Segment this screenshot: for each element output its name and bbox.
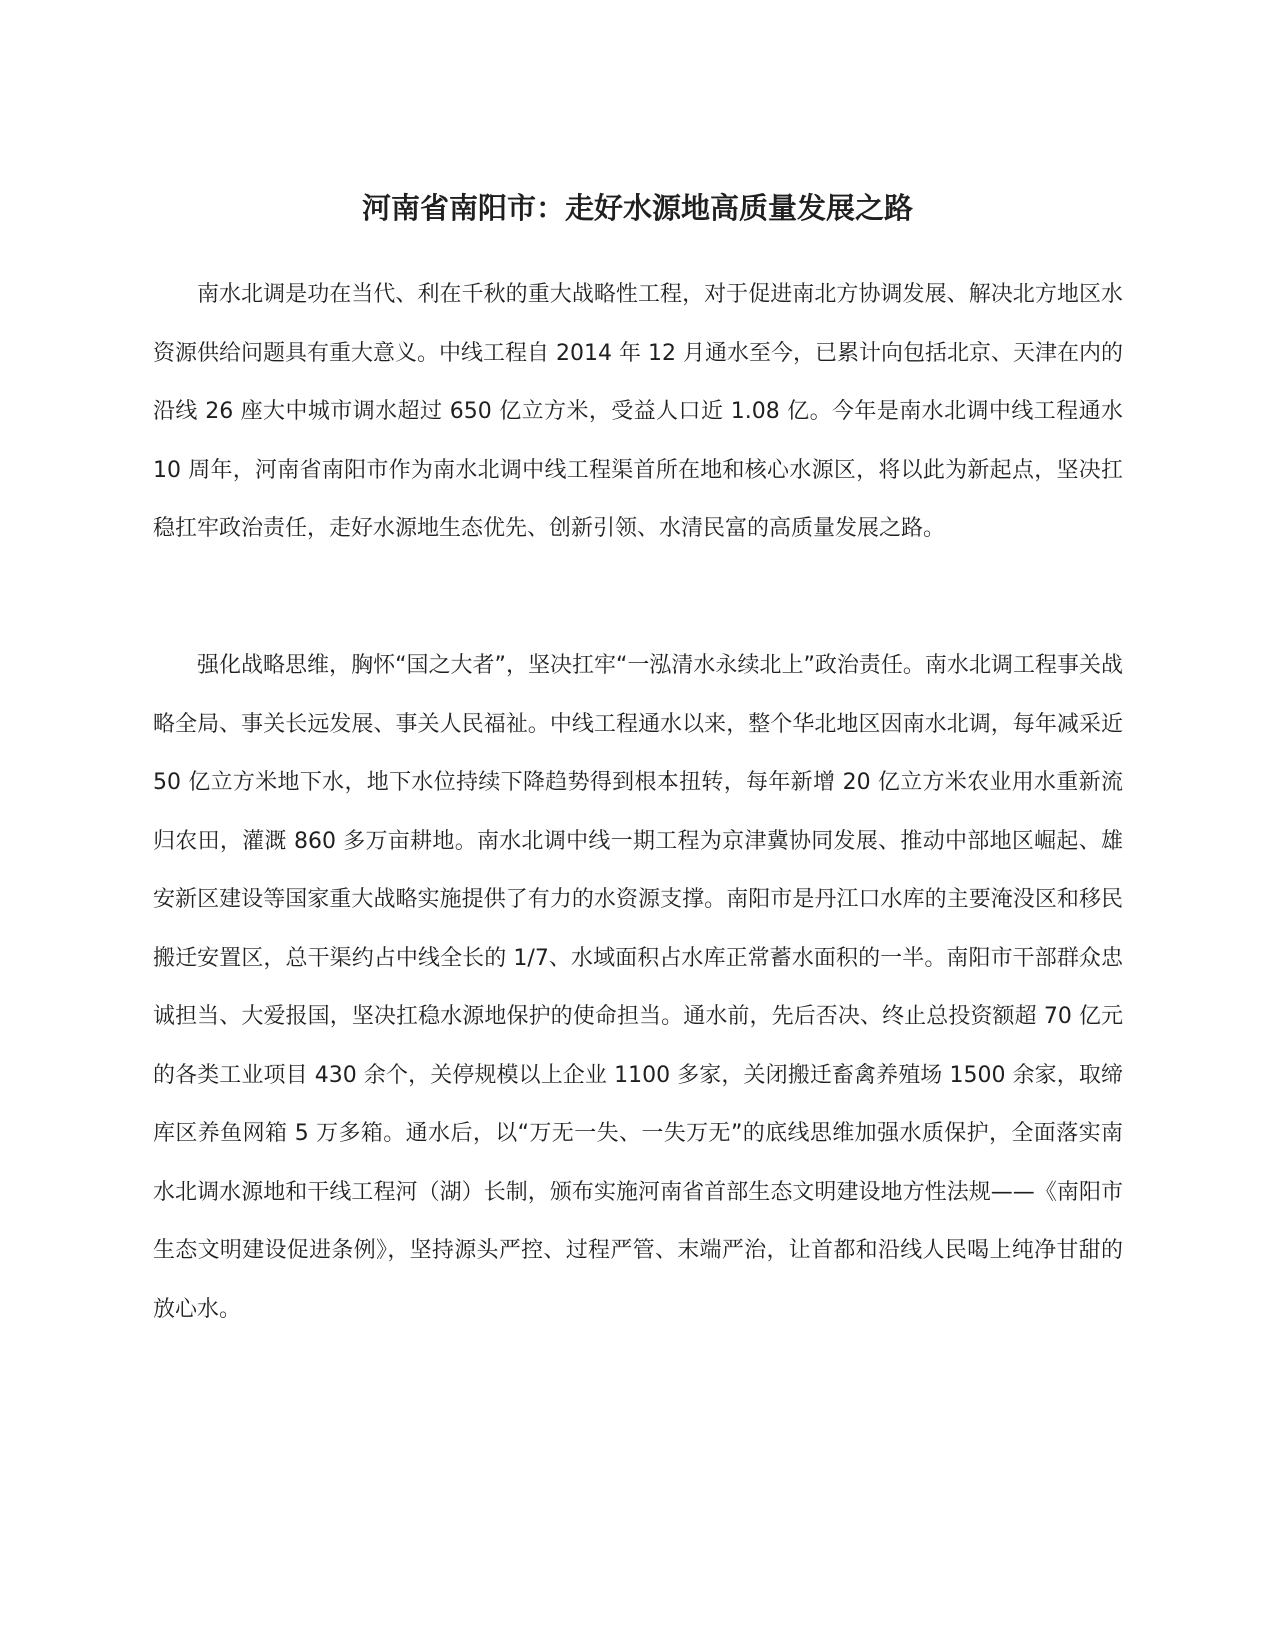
document-title: 河南省南阳市：走好水源地高质量发展之路: [361, 191, 913, 225]
paragraph-1: 南水北调是功在当代、利在千秋的重大战略性工程，对于促进南北方协调发展、解决北方地区水资源供给问题具有重大意义。中线工程自 2014 年 12 月通水至今，已累计向包括北京、天津在内的沿线 26 座大中城市调水超过 650 亿立方米，受益人口近 1.08 亿。今年是南水北调中线工程通水 10 周年，河南省南阳市作为南水北调中线工程渠首所在地和核心水源区，将以此为新起点，坚决扛稳扛牢政治责任，走好水源地生态优先、创新引领、水清民富的高质量发展之路。: [153, 282, 1123, 541]
paragraph-2: 强化战略思维，胸怀“国之大者”，坚决扛牢“一泓清水永续北上”政治责任。南水北调工程事关战略全局、事关长远发展、事关人民福祉。中线工程通水以来，整个华北地区因南水北调，每年减采近 50 亿立方米地下水，地下水位持续下降趋势得到根本扭转，每年新增 20 亿立方米农业用水重新流归农田，灌溉 860 多万亩耕地。南水北调中线一期工程为京津冀协同发展、推动中部地区崛起、雄安新区建设等国家重大战略实施提供了有力的水资源支撑。南阳市是丹江口水库的主要淹没区和移民搬迁安置区，总干渠约占中线全长的 1/7、水域面积占水库正常蓄水面积的一半。南阳市干部群众忠诚担当、大爱报国，坚决扛稳水源地保护的使命担当。通水前，先后否决、终止总投资额超 70 亿元的各类工业项目 430 余个，关停规模以上企业 1100 多家，关闭搬迁畜禽养殖场 1500 余家，取缔库区养鱼网箱 5 万多箱。通水后，以“万无一失、一失万无”的底线思维加强水质保护，全面落实南水北调水源地和干线工程河（湖）长制，颁布实施河南省首部生态文明建设地方性法规——《南阳市生态文明建设促进条例》，坚持源头严控、过程严管、末端严治，让首都和沿线人民喝上纯净甘甜的放心水。: [153, 653, 1123, 1322]
